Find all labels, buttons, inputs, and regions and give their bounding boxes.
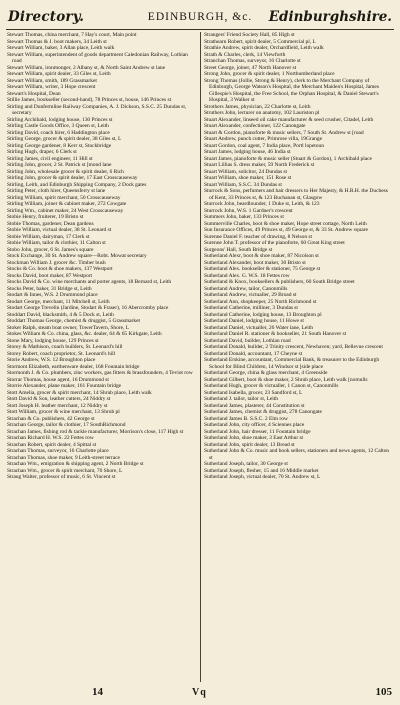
directory-entry: Stuart William, S.S.C. 34 Dundas st	[204, 181, 282, 188]
directory-entry: Stott William, grocer & wine merchant, 13 Shrub pl	[7, 409, 120, 415]
directory-entry: Stranchan Thomas, surveyor, 16 Charlotte st	[204, 58, 301, 64]
directory-entry: Stewart William, spirit dealer, 33 Giles st, Leith	[7, 71, 111, 77]
directory-columns	[6, 32, 394, 682]
directory-entry: Stirling, Leith, and Edinburgh Shipping Company, 2 Dock gates	[7, 181, 147, 188]
signature-mark: Vq	[192, 687, 207, 698]
directory-entry: Stuart William, shoe maker, 151 Rose st	[204, 175, 292, 181]
directory-entry: Sutherland Isabella, grocer, 23 Sandford st, L	[204, 389, 303, 396]
directory-entry: Stillie James, bookseller (second-hand), 78 Princes st, house, 146 Princes st	[7, 97, 172, 103]
directory-entry: Stobo John, grocer, 6 St. James's square	[7, 246, 94, 253]
directory-entry: Stokes William & Co. china, glass, &c. dealer, 64 & 65 Kirkgate, Leith	[7, 331, 162, 337]
directory-entry: Strachan Wm., grocer & spirit merchant, 70 Shore, L	[7, 467, 123, 474]
directory-entry: Sutherland & Knox, booksellers & publishers, 60 South Bridge street	[204, 279, 355, 285]
directory-entry: Sutherland Donald, builder, 2 Trinity crescent, Newhaven; yard, Bellevue crescent	[204, 344, 383, 350]
running-head-center: EDINBURGH, &c.	[147, 11, 253, 23]
directory-entry: Sun Insurance Offices, 49 Princes st, 49 George st, & 33 St. Andrew square	[204, 227, 368, 233]
directory-entry: Stobie William, victual dealer, 38 St. Leonard st	[7, 227, 112, 233]
directory-entry: Sutherland Donald, accountant, 17 Cheyne st	[204, 350, 303, 357]
directory-entry: Stirling David, coach hirer, 6 Haddington place	[7, 129, 110, 136]
directory-entry: Stirling George, grocer & spirit dealer, 38 Giles st, L	[7, 136, 122, 142]
directory-entry: Storrar Thomas, house agent, 16 Drummond st	[7, 376, 109, 383]
running-head	[6, 8, 394, 30]
directory-entry: Stockman William J. grocer &c. Timber bush	[7, 259, 106, 266]
directory-entry: Stuart Andrew, punch cutter, Primrose villa, 19Grange	[204, 136, 323, 142]
directory-entry: Strachan Richard H. W.S. 22 Fettes row	[7, 435, 94, 441]
directory-entry: Surenne Daniel F. teacher of drawing, 8 Nelson st	[204, 233, 313, 240]
directory-entry: Stuart Alexander, confectioner, 122 Canongate	[204, 123, 306, 129]
directory-entry: Strothers James, physician, 22 Charlotte st, Leith	[204, 103, 311, 110]
directory-entry: Stott Amelia, grocer & spirit merchant, 14 Shrub place, Leith walk	[7, 389, 152, 396]
directory-entry: Stewart Thomas, china merchant, 7 Hay's court, Main point	[7, 32, 137, 38]
directory-entry: Stewart William, ironmonger, 2 Albany st, & North Saint Andrew st lane	[7, 64, 166, 71]
directory-entry: Sutherland James, chemist & druggist, 278 Canongate	[204, 409, 322, 415]
directory-entry: Stewart William, smith, 189 Grassmarket	[7, 77, 97, 84]
left-column	[6, 32, 200, 682]
directory-entry: Sturrock John, W.S. 1 Gardner's crescent	[204, 207, 293, 214]
directory-entry: Stirling William, spirit merchant, 50 Crosscauseway	[7, 194, 121, 201]
directory-entry: Stock Exchange, 30 St. Andrew square—Robt. Mowat secretary	[7, 253, 147, 259]
directory-entry: Sutherland Joseph, tailor, 30 George st	[204, 461, 288, 467]
directory-entry: Storrie Alexander, plane maker, 161 Fountain bridge	[7, 383, 122, 389]
directory-entry: Strachan James, fishing rod & tackle manufacturer, Morrison's close, 117 High st	[7, 428, 184, 435]
directory-entry: Sutherland John, spirit dealer, 13 Bread st	[204, 441, 295, 448]
directory-entry: Stewart William, superintendent of goods department Caledonian Railway, Lothian road	[7, 51, 188, 64]
directory-entry: Storey Robert, coach proprietor, St. Leonard's hill	[7, 350, 116, 357]
directory-entry: Stott Joseph H. leather merchant, 12 Niddry st	[7, 402, 108, 409]
directory-entry: Storey & Mathison, coach builders, St. Leonard's hill	[7, 344, 123, 350]
directory-entry: Stirling and Dunfermline Railway Companies, A. J. Dickson, S.S.C. 25 Dundas st, secretary	[7, 103, 187, 116]
directory-entry: Stewart Thomas & J. boot makers, 34 Leith st	[7, 38, 107, 45]
directory-entry: Summers John, baker, 133 Princes st	[204, 214, 284, 220]
directory-entry: Stirling George gardener, 8 Kerr st, Stockbridge	[7, 142, 112, 149]
directory-entry: Sutherland James, plasterer, 44 Constitution st	[204, 402, 305, 409]
directory-entry: Sutherland Ann, shopkeeper, 25 North Richmond st	[204, 298, 317, 305]
directory-entry: Stobie Henry, fruiterer, 19 Bristo st	[7, 214, 84, 220]
directory-entry: Stoddart Thomas George, chemist & druggist, 5 Grassmarket	[7, 318, 140, 324]
directory-entry: Stone Mary, lodging house, 129 Princes st	[7, 337, 99, 344]
running-head-right: Edinburghshire.	[268, 9, 392, 25]
directory-entry: Stewart William, writer, 3 Hope crescent	[7, 84, 96, 90]
directory-entry: Stoker Ralph, steam boat owner, TowerTavern, Shore, L	[7, 324, 130, 331]
right-page-number: 105	[375, 686, 392, 698]
directory-entry: Sutherland Alex. G. W.S. 18 Fettes row	[204, 272, 290, 279]
directory-entry: Sutherland Joseph, flesher, 15 and 16 Middle market	[204, 467, 319, 474]
directory-entry: Sutherland Alexander, boot maker, 30 Bristo st	[204, 259, 306, 266]
directory-entry: Strachan Wm., emigration & shipping agent, 2 North Bridge st	[7, 461, 144, 467]
directory-entry: Sutherland Joseph, victual dealer, 70 St. Andrew st, L	[204, 474, 321, 480]
directory-entry: Sutherland Gilbert, boot & shoe maker, 2 Shrub place, Leith walk [nomulls	[204, 376, 368, 383]
directory-entry: Stormont Elizabeth, earthenware dealer, 168 Fountain bridge	[7, 363, 140, 370]
directory-entry: Stirling Archibald, lodging house, 130 Princes st	[7, 116, 113, 123]
directory-entry: Sutherland Alexr, boot & shoe maker, 87 Nicolson st	[204, 253, 319, 259]
directory-entry: Sutherland Daniel R. stationer & bookseller, 21 South Hanover st	[204, 331, 347, 337]
directory-entry: Stirling Castle Goods Office, 3 Queen st, Leith	[7, 123, 109, 129]
left-page-number: 14	[92, 686, 103, 698]
directory-entry: Sutherland Andrew, victualler, 29 Broad st	[204, 292, 297, 298]
directory-entry: Sutherland John, shoe maker, 3 East Arthur st	[204, 435, 304, 441]
directory-entry: Sutherland Erskine, accountant, Commercial Bank, & treasurer to the Edinburgh School for Blind Children, 14 Windsor st [side place	[204, 357, 380, 370]
directory-entry: Sutherland John & Co. music and book sellers, stationers and news agents, 12 Calton st	[204, 448, 390, 461]
directory-entry: Stobie Thomas, gardener, Dean gardens	[7, 220, 94, 227]
directory-entry: Stirling John, grocer & spirit dealer, 17 East Crosscauseway	[7, 175, 138, 181]
directory-entry: Stobie William, dairyman, 17 Clerk st	[7, 233, 90, 240]
directory-entry: Strachan George, tailor & clothier, 17 SouthRichmond	[7, 422, 126, 428]
directory-entry: Stocks David & Co. wine merchants and porter agents, 18 Bernard st, Leith	[7, 279, 172, 285]
directory-entry: Stuart Alexander, linseed oil cake manufacturer & seed crusher, Citadel, Leith	[204, 116, 374, 123]
directory-entry: Stuart & Gordon, pianoforte & music sellers, 7 South St. Andrew st [road	[204, 129, 364, 136]
directory-entry: Stirling James, civil engineer, 11 Hill st	[7, 155, 93, 162]
directory-entry: Storie Andrew, W.S. 12 Broughton place	[7, 357, 96, 363]
directory-entry: Stuart James, lodging house, 46 India st	[204, 149, 291, 155]
directory-entry: Stirling John, grocer, 2 St. Patrick st [mond lane	[7, 162, 112, 168]
directory-entry: Strachan Robert, spirit dealer, 4 Spittal st	[7, 441, 97, 448]
directory-entry: Stirling William, joiner & cabinet maker, 272 Cowgate	[7, 201, 127, 207]
directory-entry: Sutherland Andrew, tailor, Canonmills	[204, 285, 288, 292]
directory-entry: Sutherland Catherine, lodging house, 13 Broughton pl	[204, 311, 322, 318]
directory-entry: Strathearn Robert, spirit dealer, 5 Commercial pl, L	[204, 38, 316, 45]
directory-entry: Stodart George Trevelin (Jardine, Stodart & Fraser), 16 Abercromby place	[7, 305, 169, 311]
directory-entry: Strachan & Co. publishers, 42 George st	[7, 415, 95, 422]
directory-entry: Stodart & Innes, W.S. 2 Drummond place	[7, 292, 98, 298]
directory-entry: Strachan Thomas, surveyor, 16 Charlotte place	[7, 448, 109, 454]
directory-entry: Stirling John, wholesale grocer & spirit dealer, 6 Rich	[7, 168, 124, 175]
directory-entry: Sutherland Catherine, milliner, 3 Dundas st	[204, 305, 298, 311]
directory-entry: Straug Walter, professor of music, 6 St. Vincent st	[7, 474, 116, 480]
directory-entry: Stott David & Son, leather cutters, 24 Niddry st	[7, 396, 111, 402]
directory-entry: Summerville Charles, boot & shoe maker, Hope street cottage, North Leith	[204, 220, 367, 227]
directory-entry: Surgeons' Hall, South Bridge st	[204, 246, 273, 253]
directory-entry: Strathie Andrew, spirit dealer, Orchardfield, Leith walk	[204, 45, 324, 51]
directory-entry: Stuart James, pianoforte & music seller (Stuart & Gordon), 1 Archibald place	[204, 155, 372, 162]
directory-entry: Sutherland George, china & glass merchant, 4 Greenside	[204, 370, 328, 376]
directory-entry: Stewart William, baker, 3 Allan place, Leith walk	[7, 45, 115, 51]
directory-entry: Stewart's Hospital, Dean	[7, 90, 61, 97]
directory-entry: Stirling Wm., cabinet maker, 24 West Crosscauseway	[7, 207, 124, 214]
directory-entry: Stobie William, tailor & clothier, 11 Calton st	[7, 240, 106, 246]
directory-entry: Stormonth J. & Co. plumbers, zinc workers, gas fitters & brassfounders, 4 Teviot row	[7, 370, 193, 376]
page-footer	[0, 683, 400, 703]
directory-entry: Sutherland Daniel, lodging house, 11 Howe st	[204, 318, 304, 324]
directory-entry: Stuart William, solicitor, 24 Dundas st	[204, 168, 288, 175]
directory-entry: Stirling Hugh, draper, 6 Clerk st	[7, 149, 77, 155]
directory-entry: Strachan Thomas, shoe maker, 9 Leith-street terrace	[7, 454, 120, 461]
directory-entry: Sturrock & Sons, perfumers and hair dressers to Her Majesty, & H.R.H. the Duchess of Kent, 33 Princes st, & 123 Buchanan st, Glasgow	[204, 188, 388, 201]
directory-entry: Sutherland John, city officer, 4 Sciennes place	[204, 422, 305, 428]
directory-entry: Strath & Charles, clerk, 14 Viewforth	[204, 51, 286, 58]
directory-entry: Surenne John T. professor of the pianoforte, 60 Great King street	[204, 240, 345, 246]
directory-entry: Sutherland John, hair dresser, 11 Fountain bridge	[204, 428, 311, 435]
directory-entry: Stocks David, boot maker, 87 Westport	[7, 272, 93, 279]
directory-entry: Stodart George, merchant, 11 Mitchell st, Leith	[7, 298, 110, 305]
directory-entry: Stocks Peter, baker, 31 Bridge st, Leith	[7, 285, 92, 292]
running-head-left: Directory.	[8, 9, 85, 25]
directory-entry: Street George, joiner, 47 North Hanover st	[204, 64, 297, 71]
right-column	[200, 32, 394, 682]
directory-entry: Sutherland Daniel, victualler, 26 Water lane, Leith	[204, 324, 313, 331]
directory-entry: Stirling Peter, cloth hirer, Queensferry st lane	[7, 188, 106, 194]
directory-entry: Strong John, grocer & spirit dealer, 1 Northumberland place	[204, 71, 335, 77]
directory-entry: Sutherland James B. S.S.C. 2 Elm row	[204, 415, 288, 422]
directory-entry: Sutherland David, builder, Lothian road	[204, 337, 291, 344]
directory-entry: Strong Thomas (Jollie, Strong & Henry), clerk to the Merchant Company of Edinburgh, George Watson's Hospital, the Merchant Maiden's Hospital, James Gillespie's Hospital, the Free School, the Orphan Hospital, & Daniel Stewart's Hospital, 3 Walker st	[204, 77, 379, 103]
directory-entry: Stuart Lillias S. dress maker, 59 North Frederick st	[204, 162, 315, 168]
directory-entry: Stocks & Co. boot & shoe makers, 137 Westport	[7, 266, 113, 272]
directory-entry: Stuart Gordon, coal agent, 7 India place, Portl lopetoun	[204, 142, 324, 149]
directory-entry: Struthers John, lecturer on anatomy, 102 Lauriston pl	[204, 110, 320, 116]
directory-entry: Sturrock John, beardlounder, 1 Duke st, Leith, & 123	[204, 201, 320, 207]
directory-entry: Strangers' Friend Society Hall, 85 High st	[204, 32, 295, 38]
directory-entry: Sutherland Alex. bookseller & stationer, 75 George st	[204, 266, 321, 272]
directory-entry: Stoddart David, blacksmith, 4 & 5 Dock st, Leith	[7, 311, 114, 318]
directory-entry: Sutherland Hugh, grocer & victualler, 1 Canon st, Canonmills	[204, 383, 339, 389]
directory-entry: Sutherland J. tailor, tailor st, Leith	[204, 396, 278, 402]
